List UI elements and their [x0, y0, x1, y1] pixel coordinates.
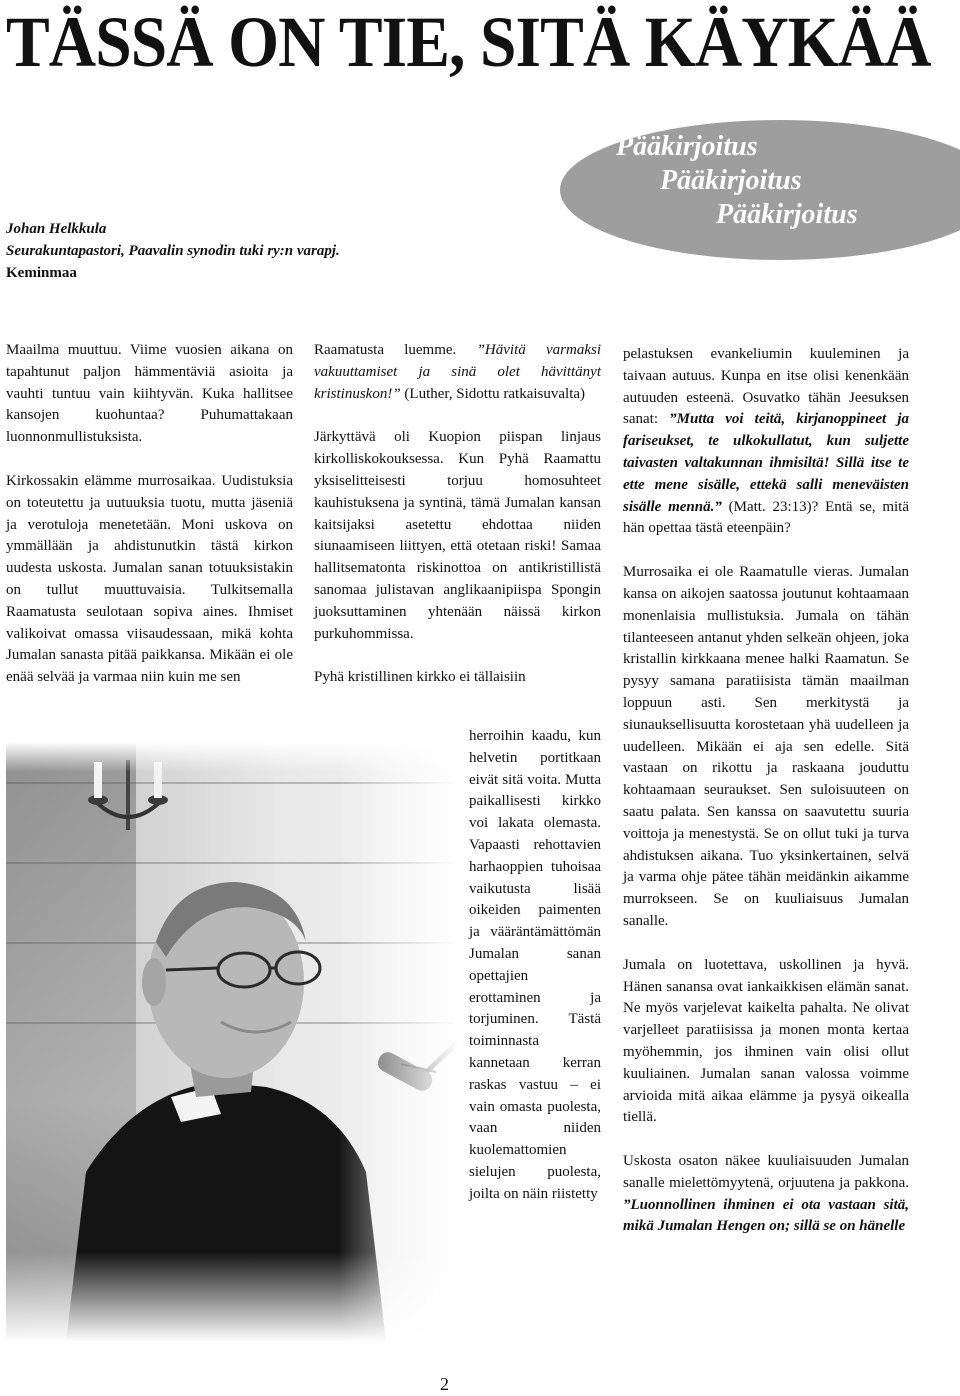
article-column-1 [6, 340, 293, 689]
author-title: Seurakuntapastori, Paavalin synodin tuki ry:n varapj. [6, 243, 340, 259]
paragraph: Murrosaika ei ole Raamatulle vieras. Jumalan kansa on aikojen saatossa joutunut kohtaamaan monenlaisia mullistuksia. Jumala on tähän tilanteeseen antanut yhden selkeän ohjeen, joka kristallin kirkkaana menee halki Raamatun. Se pysyy samana paratiisista tämän maailman loppuun asti. Sen merkitystä ja siunauksellisuutta korostetaan yhä uudelleen ja uudelleen. Mikään ei aja sen edelle. Sitä vastaan on rikottu ja raskaana jouduttu kohtaamaan seuraukset. Sen suloisuuteen on saatu palata. Sen kanssa on saavutettu suuria voittoja ja menestystä. Se on ollut tuki ja turva ahdistuksen aikana. Tuo yksinkertainen, selvä ja varma ohje pätee tähän meidänkin aikamme murrokseen. Se on kuuliaisuus Jumalan sanalle. [623, 564, 909, 929]
paragraph: Järkyttävä oli Kuopion piispan linjaus kirkolliskokouksessa. Kun Pyhä Raamattu yksiselitteisesti torjuu homosuhteet kauhistuksena ja syntinä, tämä Jumalan kansan kaitsijaksi asetettu ehdottaa niiden siunaamiseen liittyen, että otetaan riski! Samaa hallitsematonta riskinottoa on antikristillistä sanomaa julistavan anglikaanipiispa Spongin juoksuttaminen yhtenään näissä kirkon purkuhommissa. [314, 429, 601, 642]
text-run: Raamatusta luemme. [314, 342, 477, 358]
quote: ”Hävitä varmaksi vakuuttamiset ja sinä olet hävittänyt kristinuskon!” [314, 342, 601, 402]
author-block [6, 218, 526, 284]
section-label: Pääkirjoitus [660, 165, 802, 196]
paragraph [314, 340, 601, 405]
article-column-3 [623, 344, 909, 1238]
paragraph-lead: Pyhä kristillinen kirkko ei tällaisiin [314, 669, 526, 686]
page-number: 2 [440, 1374, 449, 1394]
paragraph [623, 344, 909, 540]
photo-pastor-reading [6, 742, 458, 1342]
quote: ”Mutta voi teitä, kirjanoppineet ja fariseukset, te ulkokullatut, kun suljette taivasten valtakunnan ihmisiltä! Sillä itse te ette mene sisälle, ettekä salli meneväisten sisälle mennä.” [623, 411, 909, 515]
paragraph: Jumala on luotettava, uskollinen ja hyvä. Hänen sanansa ovat iankaikkisen elämän sanat. Ne myös varjelevat kaikelta pahalta. Ne olivat varjelleet paratiisissa ja monen monta kertaa myöhemmin, jos ihminen vain olisi ollut kuuliainen. Jumalan sanan valossa voimme arvioida mitä aikaa elämme ja pysyä oikealla tiellä. [623, 956, 909, 1126]
section-badge [560, 120, 960, 260]
headline: TÄSSÄ ON TIE, SITÄ KÄYKÄÄ [6, 2, 931, 82]
author-name: Johan Helkkula [6, 221, 107, 237]
author-place: Keminmaa [6, 265, 77, 281]
paragraph: Kirkossakin elämme murrosaikaa. Uudistuksia on toteutettu ja uutuuksia tuotu, mutta jäseniä ja verotuloja menetetään. Moni uskova on ymmällään ja ahdistunutkin tästä kirkon uudesta uskosta. Jumalan sanan totuuksistakin on tullut muuttuvaisia. Tulkitsemalla Raamatusta seulotaan sopiva aines. Ihmiset valikoivat omassa viisaudessaan, mikä kohta Jumalan sanasta pitää paikkansa. Mikään ei ole enää selvää ja varmaa niin kuin me sen [6, 472, 293, 686]
text-run: Uskosta osaton näkee kuuliaisuuden Jumalan sanalle mielettömyytenä, orjuutena ja pakkona. [623, 1153, 909, 1191]
paragraph [623, 1151, 909, 1238]
paragraph-wrapped: herroihin kaadu, kun helvetin portitkaan eivät sitä voita. Mutta paikallisesti kirkko voi lakata olemasta. Vapaasti rehottavien harhaoppien tuhoisaa vaikutusta lisää oikeiden paimenten ja vääräntämättömän Jumalan sanan opettajien erottaminen ja torjuminen. Tästä toiminnasta kannetaan kerran raskas vastuu – ei vain omasta puolesta, vaan niiden kuolemattomien sielujen puolesta, joilta on näin riistetty [469, 728, 601, 1202]
photo-fade [6, 1252, 458, 1342]
text-run: pelastuksen evankeliumin kuuleminen ja taivaan autuus. Kunpa en itse olisi kenenkään autuuden esteenä. Osuvatko tähän Jeesuksen sanat: [623, 346, 909, 428]
text-run: (Luther, Sidottu ratkaisuvalta) [400, 385, 586, 402]
quote: ”Luonnollinen ihminen ei ota vastaan sitä, mikä Jumalan Hengen on; sillä se on hänelle [623, 1196, 909, 1235]
section-label: Pääkirjoitus [716, 199, 858, 230]
section-label: Pääkirjoitus [616, 131, 758, 162]
text-run: (Matt. 23:13)? Entä se, mitä hän opettaa tästä eteenpäin? [623, 498, 909, 537]
article-column-2 [314, 340, 601, 689]
paragraph: Maailma muuttuu. Viime vuosien aikana on tapahtunut paljon hämmentäviä asioita ja vauhti tuntuu vain kiihtyvän. Kuka hallitsee kansojen kuohuntaa? Puhumattakaan luonnonmullistuksista. [6, 342, 293, 446]
